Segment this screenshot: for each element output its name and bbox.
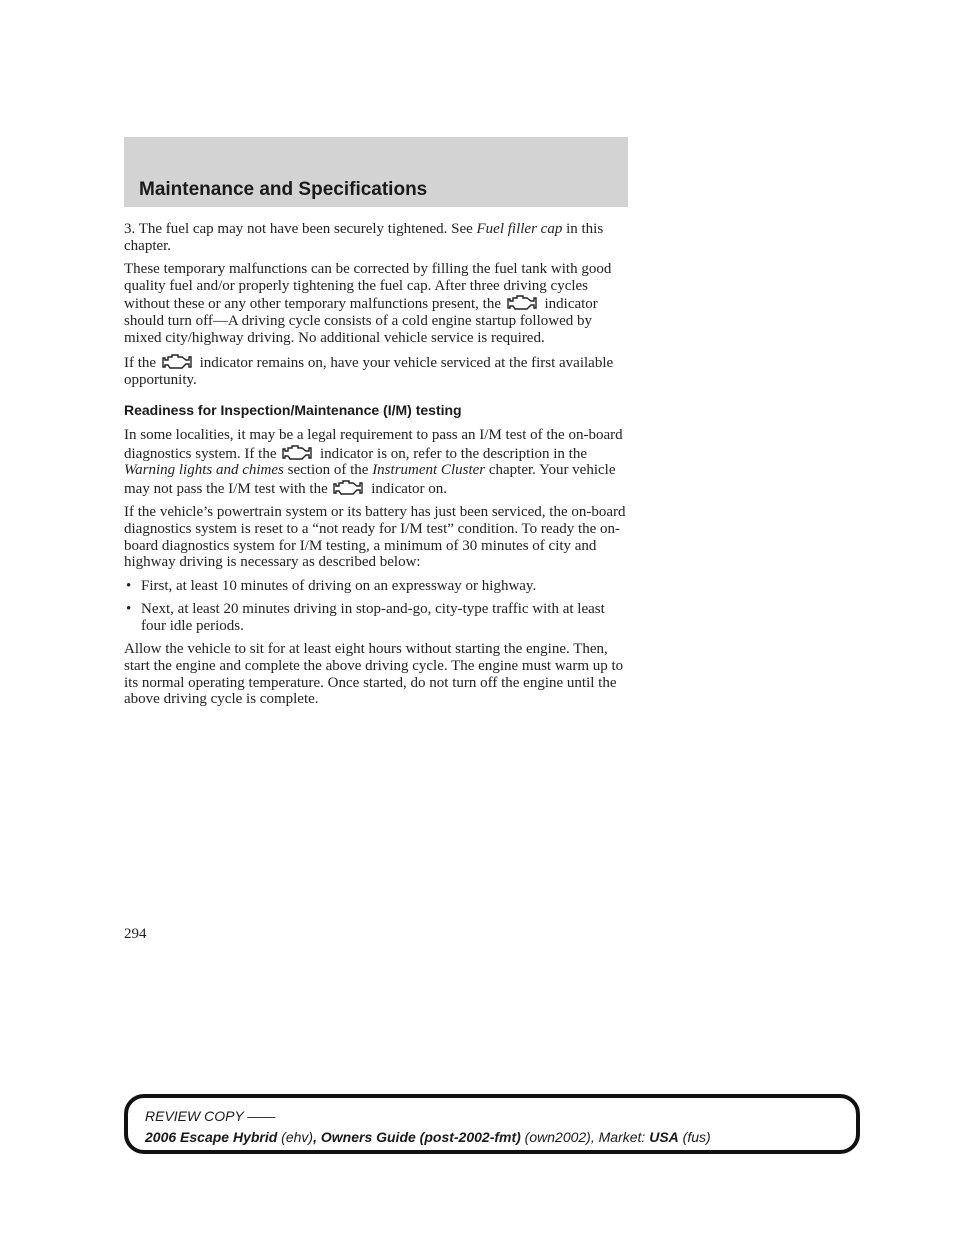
footer-market: USA — [649, 1129, 679, 1145]
footer-model: 2006 Escape Hybrid — [145, 1129, 278, 1145]
text: In some localities, it may be a legal requirement to pass an I/M test of the on-board diagnostics system. If the — [124, 426, 623, 462]
footer-model-code: (ehv) — [277, 1129, 314, 1145]
paragraph-im-test — [124, 427, 630, 497]
check-engine-icon — [507, 294, 539, 312]
bullet: • — [126, 577, 132, 594]
text: indicator is on, refer to the description in the — [316, 445, 587, 462]
paragraph-indicator-remains-on — [124, 353, 630, 388]
footer-market-label: , Market: — [590, 1129, 650, 1145]
page-number: 294 — [124, 926, 147, 942]
list-item — [124, 578, 630, 595]
check-engine-icon — [162, 353, 194, 371]
footer-guide-code: (own2002) — [520, 1129, 591, 1145]
text: These temporary malfunctions can be corrected by filling the fuel tank with good quality fuel and/or properly tightening the fuel cap. After three driving cycles without these or any other temporary malfunctions present, the — [124, 261, 612, 313]
footer-document-info — [145, 1129, 711, 1145]
paragraph-allow-vehicle-sit: Allow the vehicle to sit for at least eight hours without starting the engine. Then, start the engine and complete the above driving cycle. The engine must warm up to its normal operating temperature. Once started, do not turn off the engine until the above driving cycle is complete. — [124, 641, 624, 708]
text: chapter. Your vehicle may not pass the I/M test with the — [124, 462, 616, 497]
xref-warning-lights: Warning lights and chimes — [124, 462, 284, 479]
text: in this chapter. — [124, 221, 604, 254]
driving-cycle-list — [124, 578, 630, 635]
text: indicator remains on, have your vehicle serviced at the first available opportunity. — [124, 355, 614, 388]
list-item-text: Next, at least 20 minutes driving in stop-and-go, city-type traffic with at least four idle periods. — [141, 601, 605, 634]
footer-market-code: (fus) — [678, 1129, 711, 1145]
page-content — [124, 221, 630, 715]
xref-fuel-filler-cap: Fuel filler cap — [476, 221, 563, 237]
footer-separator: , — [313, 1129, 321, 1145]
bullet: • — [126, 601, 132, 618]
text: 3. The fuel cap may not have been securely tightened. See — [124, 221, 477, 237]
list-item — [124, 601, 630, 634]
subheading-im-testing: Readiness for Inspection/Maintenance (I/M) testing — [124, 402, 462, 419]
paragraph-powertrain-serviced: If the vehicle’s powertrain system or its battery has just been serviced, the on-board diagnostics system is reset to a “not ready for I/M test” condition. To ready the on-board diagnostics system for I/M testing, a minimum of 30 minutes of city and highway driving is necessary as described below: — [124, 504, 626, 571]
paragraph-fuel-cap — [124, 221, 630, 254]
text: section of the — [283, 462, 373, 479]
section-header-band — [124, 137, 628, 207]
xref-instrument-cluster: Instrument Cluster — [372, 462, 486, 479]
section-title: Maintenance and Specifications — [139, 179, 428, 200]
paragraph-temporary-malfunctions — [124, 261, 630, 346]
footer-guide: Owners Guide (post-2002-fmt) — [320, 1129, 521, 1145]
text: If the — [124, 355, 160, 372]
footer-review-label: REVIEW COPY —— — [145, 1108, 276, 1124]
check-engine-icon — [282, 444, 314, 462]
text: indicator should turn off—A driving cycle consists of a cold engine startup followed by mixed city/highway driving. No additional vehicle service is required. — [124, 296, 598, 346]
review-copy-footer — [124, 1094, 860, 1154]
list-item-text: First, at least 10 minutes of driving on an expressway or highway. — [141, 577, 537, 594]
text: indicator on. — [367, 480, 448, 497]
check-engine-icon — [333, 479, 365, 497]
